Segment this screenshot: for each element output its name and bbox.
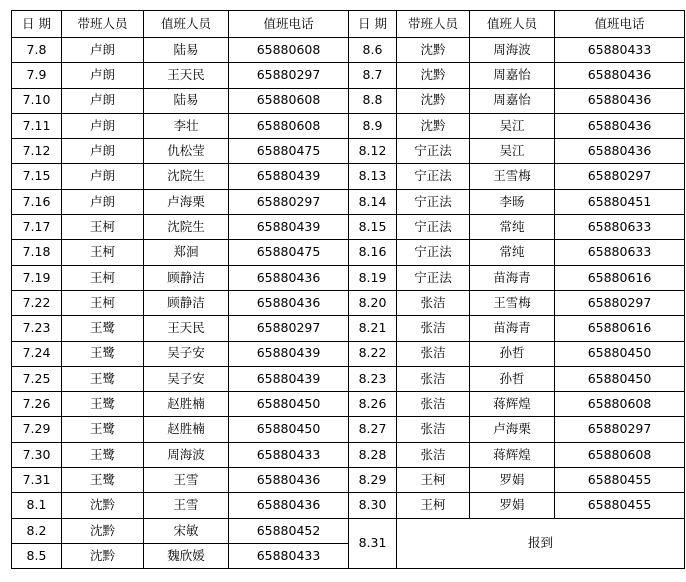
table-row: [12, 189, 685, 214]
date-cell-right: 8.19: [349, 265, 397, 290]
duty-table-body: [12, 11, 685, 569]
phone-cell-left: 65880450: [229, 417, 349, 442]
phone-cell-left: 65880608: [229, 113, 349, 138]
staff-cell-left: 李壮: [144, 113, 229, 138]
date-cell-right: 8.27: [349, 417, 397, 442]
final-date-cell: 8.31: [349, 518, 397, 569]
date-cell-right: 8.15: [349, 215, 397, 240]
date-cell-left: 7.17: [12, 215, 62, 240]
staff-cell-right: 蒋辉煌: [470, 392, 555, 417]
leader-cell-left: 王鹭: [62, 417, 144, 442]
staff-cell-left: 沈院生: [144, 215, 229, 240]
date-cell-right: 8.14: [349, 189, 397, 214]
staff-cell-left: 沈院生: [144, 164, 229, 189]
date-cell-right: 8.6: [349, 38, 397, 63]
leader-cell-left: 王鹭: [62, 366, 144, 391]
staff-cell-left: 王天民: [144, 316, 229, 341]
table-row: [12, 290, 685, 315]
leader-cell-right: 沈黔: [397, 88, 470, 113]
staff-cell-right: 常纯: [470, 240, 555, 265]
phone-cell-left: 65880439: [229, 341, 349, 366]
table-row: [12, 38, 685, 63]
date-cell-left: 8.5: [12, 543, 62, 568]
phone-cell-left: 65880297: [229, 316, 349, 341]
leader-cell-right: 沈黔: [397, 38, 470, 63]
staff-cell-left: 赵胜楠: [144, 417, 229, 442]
header-date-right: 日 期: [349, 11, 397, 38]
phone-cell-left: 65880608: [229, 38, 349, 63]
date-cell-left: 7.24: [12, 341, 62, 366]
leader-cell-right: 张洁: [397, 316, 470, 341]
date-cell-right: 8.20: [349, 290, 397, 315]
date-cell-right: 8.23: [349, 366, 397, 391]
leader-cell-left: 卢朗: [62, 139, 144, 164]
header-staff-right: 值班人员: [470, 11, 555, 38]
staff-cell-right: 苗海青: [470, 316, 555, 341]
phone-cell-right: 65880436: [555, 139, 685, 164]
phone-cell-left: 65880297: [229, 63, 349, 88]
phone-cell-left: 65880439: [229, 164, 349, 189]
leader-cell-right: 张洁: [397, 442, 470, 467]
leader-cell-left: 沈黔: [62, 493, 144, 518]
phone-cell-right: 65880297: [555, 290, 685, 315]
phone-cell-right: 65880608: [555, 392, 685, 417]
staff-cell-right: 孙哲: [470, 366, 555, 391]
phone-cell-right: 65880616: [555, 265, 685, 290]
staff-cell-right: 苗海青: [470, 265, 555, 290]
staff-cell-left: 陆易: [144, 38, 229, 63]
staff-cell-right: 李旸: [470, 189, 555, 214]
phone-cell-right: 65880297: [555, 164, 685, 189]
phone-cell-left: 65880452: [229, 518, 349, 543]
date-cell-right: 8.13: [349, 164, 397, 189]
leader-cell-left: 王柯: [62, 240, 144, 265]
leader-cell-left: 卢朗: [62, 164, 144, 189]
phone-cell-left: 65880608: [229, 88, 349, 113]
table-row: [12, 366, 685, 391]
staff-cell-right: 王雪梅: [470, 290, 555, 315]
phone-cell-left: 65880433: [229, 442, 349, 467]
date-cell-left: 7.23: [12, 316, 62, 341]
table-row: [12, 265, 685, 290]
table-row: [12, 240, 685, 265]
staff-cell-left: 周海波: [144, 442, 229, 467]
leader-cell-right: 沈黔: [397, 63, 470, 88]
staff-cell-left: 王雪: [144, 493, 229, 518]
leader-cell-left: 卢朗: [62, 63, 144, 88]
final-note-cell: 报到: [397, 518, 685, 569]
table-row: [12, 88, 685, 113]
date-cell-left: 7.15: [12, 164, 62, 189]
staff-cell-left: 宋敏: [144, 518, 229, 543]
header-phone-left: 值班电话: [229, 11, 349, 38]
date-cell-left: 8.2: [12, 518, 62, 543]
phone-cell-right: 65880436: [555, 63, 685, 88]
date-cell-right: 8.28: [349, 442, 397, 467]
phone-cell-left: 65880436: [229, 468, 349, 493]
staff-cell-right: 王雪梅: [470, 164, 555, 189]
phone-cell-left: 65880436: [229, 493, 349, 518]
phone-cell-left: 65880436: [229, 265, 349, 290]
phone-cell-right: 65880633: [555, 215, 685, 240]
phone-cell-left: 65880297: [229, 189, 349, 214]
phone-cell-right: 65880633: [555, 240, 685, 265]
table-row: [12, 63, 685, 88]
phone-cell-right: 65880436: [555, 88, 685, 113]
leader-cell-left: 王柯: [62, 290, 144, 315]
staff-cell-left: 王天民: [144, 63, 229, 88]
staff-cell-left: 郑洄: [144, 240, 229, 265]
leader-cell-left: 卢朗: [62, 88, 144, 113]
table-row: [12, 392, 685, 417]
leader-cell-right: 宁正法: [397, 265, 470, 290]
date-cell-left: 8.1: [12, 493, 62, 518]
date-cell-left: 7.29: [12, 417, 62, 442]
leader-cell-right: 沈黔: [397, 113, 470, 138]
staff-cell-left: 顾静洁: [144, 290, 229, 315]
phone-cell-right: 65880297: [555, 417, 685, 442]
phone-cell-left: 65880475: [229, 240, 349, 265]
leader-cell-right: 宁正法: [397, 215, 470, 240]
leader-cell-left: 王柯: [62, 265, 144, 290]
date-cell-right: 8.8: [349, 88, 397, 113]
date-cell-right: 8.12: [349, 139, 397, 164]
leader-cell-left: 王鹭: [62, 468, 144, 493]
staff-cell-left: 卢海栗: [144, 189, 229, 214]
staff-cell-left: 魏欣媛: [144, 543, 229, 568]
table-row: [12, 316, 685, 341]
leader-cell-right: 宁正法: [397, 164, 470, 189]
staff-cell-left: 王雪: [144, 468, 229, 493]
header-phone-right: 值班电话: [555, 11, 685, 38]
phone-cell-right: 65880450: [555, 366, 685, 391]
phone-cell-left: 65880475: [229, 139, 349, 164]
phone-cell-left: 65880450: [229, 392, 349, 417]
phone-cell-right: 65880450: [555, 341, 685, 366]
leader-cell-left: 王鹭: [62, 341, 144, 366]
phone-cell-left: 65880439: [229, 366, 349, 391]
table-row: [12, 468, 685, 493]
leader-cell-left: 王鹭: [62, 392, 144, 417]
leader-cell-right: 张洁: [397, 341, 470, 366]
leader-cell-right: 王柯: [397, 468, 470, 493]
staff-cell-left: 仇松莹: [144, 139, 229, 164]
staff-cell-right: 罗娟: [470, 493, 555, 518]
date-cell-right: 8.21: [349, 316, 397, 341]
leader-cell-left: 卢朗: [62, 113, 144, 138]
table-row: [12, 417, 685, 442]
date-cell-left: 7.11: [12, 113, 62, 138]
phone-cell-left: 65880439: [229, 215, 349, 240]
leader-cell-right: 王柯: [397, 493, 470, 518]
phone-cell-right: 65880616: [555, 316, 685, 341]
leader-cell-left: 沈黔: [62, 543, 144, 568]
staff-cell-right: 卢海栗: [470, 417, 555, 442]
date-cell-left: 7.26: [12, 392, 62, 417]
phone-cell-right: 65880436: [555, 113, 685, 138]
header-date-left: 日 期: [12, 11, 62, 38]
staff-cell-right: 蒋辉煌: [470, 442, 555, 467]
phone-cell-left: 65880433: [229, 543, 349, 568]
date-cell-left: 7.8: [12, 38, 62, 63]
leader-cell-left: 王柯: [62, 215, 144, 240]
duty-schedule-table: [11, 10, 685, 569]
date-cell-left: 7.22: [12, 290, 62, 315]
table-row: [12, 341, 685, 366]
date-cell-right: 8.26: [349, 392, 397, 417]
leader-cell-left: 卢朗: [62, 38, 144, 63]
leader-cell-left: 卢朗: [62, 189, 144, 214]
header-leader-left: 带班人员: [62, 11, 144, 38]
table-row: [12, 493, 685, 518]
date-cell-right: 8.29: [349, 468, 397, 493]
date-cell-right: 8.7: [349, 63, 397, 88]
staff-cell-left: 吴子安: [144, 366, 229, 391]
phone-cell-right: 65880608: [555, 442, 685, 467]
date-cell-right: 8.30: [349, 493, 397, 518]
staff-cell-right: 周嘉怡: [470, 88, 555, 113]
table-row: [12, 215, 685, 240]
table-row: [12, 139, 685, 164]
staff-cell-right: 常纯: [470, 215, 555, 240]
leader-cell-right: 张洁: [397, 366, 470, 391]
date-cell-left: 7.19: [12, 265, 62, 290]
header-row: [12, 11, 685, 38]
leader-cell-right: 张洁: [397, 290, 470, 315]
staff-cell-right: 吴江: [470, 139, 555, 164]
staff-cell-right: 周海波: [470, 38, 555, 63]
date-cell-right: 8.16: [349, 240, 397, 265]
date-cell-left: 7.12: [12, 139, 62, 164]
leader-cell-right: 张洁: [397, 417, 470, 442]
date-cell-left: 7.25: [12, 366, 62, 391]
staff-cell-left: 赵胜楠: [144, 392, 229, 417]
leader-cell-left: 沈黔: [62, 518, 144, 543]
phone-cell-left: 65880436: [229, 290, 349, 315]
staff-cell-right: 周嘉怡: [470, 63, 555, 88]
phone-cell-right: 65880455: [555, 493, 685, 518]
header-leader-right: 带班人员: [397, 11, 470, 38]
header-staff-left: 值班人员: [144, 11, 229, 38]
table-row: [12, 442, 685, 467]
leader-cell-right: 宁正法: [397, 240, 470, 265]
table-row: [12, 164, 685, 189]
date-cell-right: 8.22: [349, 341, 397, 366]
staff-cell-left: 吴子安: [144, 341, 229, 366]
leader-cell-right: 宁正法: [397, 139, 470, 164]
date-cell-left: 7.30: [12, 442, 62, 467]
table-row: [12, 113, 685, 138]
leader-cell-right: 张洁: [397, 392, 470, 417]
table-row: [12, 518, 685, 543]
date-cell-left: 7.10: [12, 88, 62, 113]
date-cell-left: 7.31: [12, 468, 62, 493]
staff-cell-left: 陆易: [144, 88, 229, 113]
leader-cell-left: 王鹭: [62, 442, 144, 467]
staff-cell-right: 孙哲: [470, 341, 555, 366]
phone-cell-right: 65880451: [555, 189, 685, 214]
leader-cell-left: 王鹭: [62, 316, 144, 341]
phone-cell-right: 65880433: [555, 38, 685, 63]
phone-cell-right: 65880455: [555, 468, 685, 493]
leader-cell-right: 宁正法: [397, 189, 470, 214]
date-cell-right: 8.9: [349, 113, 397, 138]
staff-cell-left: 顾静洁: [144, 265, 229, 290]
staff-cell-right: 罗娟: [470, 468, 555, 493]
staff-cell-right: 吴江: [470, 113, 555, 138]
date-cell-left: 7.16: [12, 189, 62, 214]
date-cell-left: 7.18: [12, 240, 62, 265]
date-cell-left: 7.9: [12, 63, 62, 88]
